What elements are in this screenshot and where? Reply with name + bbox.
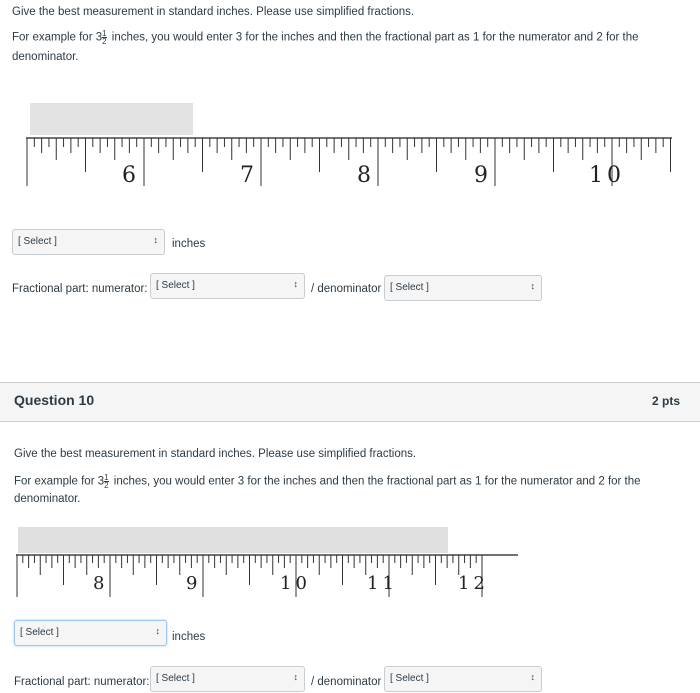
q9-inches-label: inches <box>172 238 206 250</box>
q10-header <box>0 382 700 422</box>
q9-denominator-select[interactable] <box>384 275 542 301</box>
q10-ruler-label-12: 12 <box>458 573 489 594</box>
updown-arrow-icon: ↕ <box>293 672 298 682</box>
q9-numerator-select-value: [ Select ] <box>156 280 195 291</box>
q10-example <box>14 474 641 489</box>
q9-ruler-label-9: 9 <box>474 163 488 188</box>
q9-ruler-label-6: 6 <box>122 163 136 188</box>
q10-example-prefix: For example for 3 <box>14 475 105 488</box>
q10-title: Question 10 <box>14 392 95 408</box>
q10-frac-num: 1 <box>104 473 109 482</box>
q10-ruler-shade <box>18 527 448 553</box>
q10-ruler <box>0 525 700 605</box>
updown-arrow-icon: ↕ <box>530 672 535 682</box>
q10-numerator-select[interactable] <box>150 666 305 692</box>
q9-inches-select[interactable] <box>12 229 165 255</box>
q10-example-suffix: inches, you would enter 3 for the inches and then the fractional part as 1 for the numerator and 2 for the <box>113 475 641 488</box>
q10-example-line2: denominator. <box>14 493 81 505</box>
q9-denominator-select-value: [ Select ] <box>390 282 429 293</box>
q10-inches-label: inches <box>172 631 206 643</box>
q10-frac-den: 2 <box>104 481 109 490</box>
q10-example-fraction <box>104 474 108 489</box>
q10-ruler-label-8: 8 <box>93 573 105 594</box>
updown-arrow-icon: ↕ <box>155 626 160 636</box>
q9-inches-select-value: [ Select ] <box>18 236 57 247</box>
q9-ruler-shade <box>30 103 193 135</box>
q9-instruction: Give the best measurement in standard inches. Please use simplified fractions. <box>12 6 415 18</box>
q9-frac-den: 2 <box>102 37 107 46</box>
q10-inches-select[interactable] <box>14 620 167 646</box>
q9-example-prefix: For example for 3 <box>12 31 103 44</box>
q10-ruler-ticks <box>17 555 482 597</box>
q9-example-suffix: inches, you would enter 3 for the inches and then the fractional part as 1 for the numerator and 2 for the <box>111 31 639 44</box>
updown-arrow-icon: ↕ <box>293 279 298 289</box>
q9-ruler-label-8: 8 <box>357 163 371 188</box>
q9-example-line2: denominator. <box>12 51 79 63</box>
q10-fractional-label: Fractional part: numerator: <box>14 676 150 688</box>
q9-numerator-select[interactable] <box>150 273 305 299</box>
q10-numerator-select-value: [ Select ] <box>156 673 195 684</box>
q10-inches-select-value: [ Select ] <box>20 627 59 638</box>
q9-ruler-label-10: 10 <box>589 163 625 188</box>
q9-example-fraction <box>102 30 106 45</box>
q9-frac-num: 1 <box>102 29 107 38</box>
q9-ruler-label-7: 7 <box>240 163 254 188</box>
q10-denominator-select[interactable] <box>384 666 542 692</box>
q10-ruler-label-10: 10 <box>280 573 311 594</box>
q9-fractional-label: Fractional part: numerator: <box>12 283 148 295</box>
q10-ruler-label-9: 9 <box>186 573 198 594</box>
q10-ruler-label-11: 11 <box>367 573 398 594</box>
q10-points: 2 pts <box>651 394 680 408</box>
updown-arrow-icon: ↕ <box>153 235 158 245</box>
updown-arrow-icon: ↕ <box>530 281 535 291</box>
q10-denominator-select-value: [ Select ] <box>390 673 429 684</box>
q9-example <box>12 30 639 45</box>
q9-denominator-label: / denominator <box>311 283 382 295</box>
q10-instruction: Give the best measurement in standard inches. Please use simplified fractions. <box>14 448 417 460</box>
q10-denominator-label: / denominator <box>311 676 382 688</box>
